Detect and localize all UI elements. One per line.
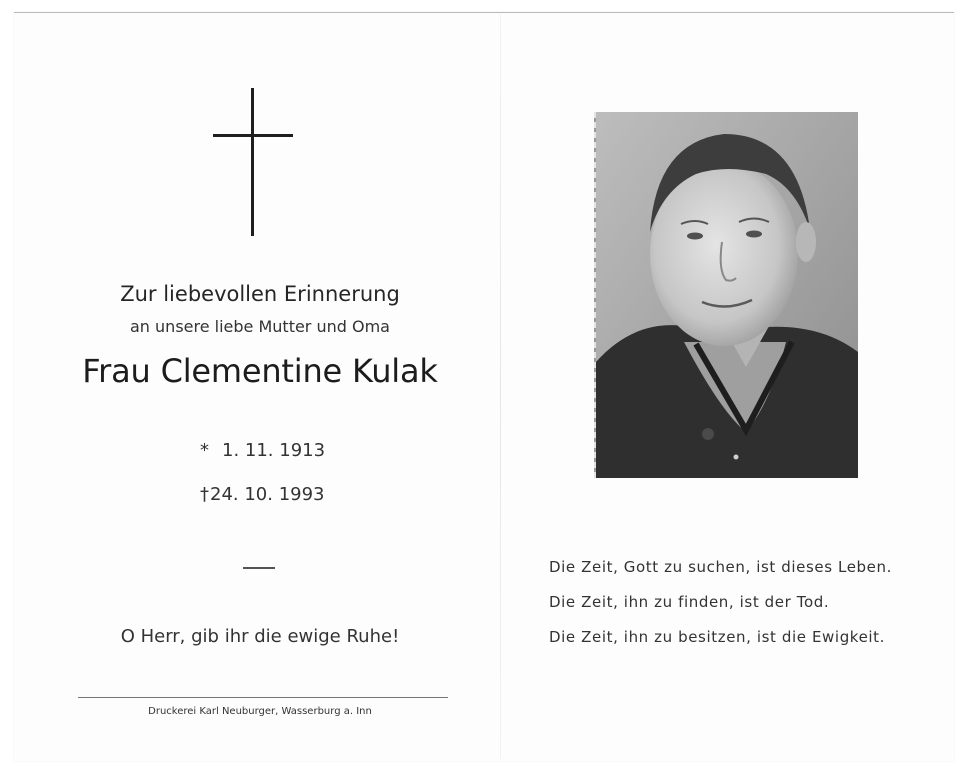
quote-line: Die Zeit, Gott zu suchen, ist dieses Leben. — [549, 558, 892, 576]
printer-imprint: Druckerei Karl Neuburger, Wasserburg a. Inn — [148, 706, 372, 717]
birth-date: 1. 11. 1913 — [222, 440, 326, 461]
memorial-subheading: an unsere liebe Mutter und Oma — [130, 317, 390, 336]
quote-line: Die Zeit, ihn zu besitzen, ist die Ewigkeit. — [549, 628, 886, 646]
portrait-image — [596, 112, 858, 478]
card-fold-line — [500, 14, 501, 759]
separator-dash — [243, 567, 275, 569]
footer-rule — [78, 697, 448, 698]
life-dates — [200, 440, 325, 508]
birth-star-icon: * — [200, 440, 209, 461]
birth-date-row — [200, 440, 325, 464]
portrait-photo — [594, 112, 858, 478]
death-date-row — [200, 484, 325, 508]
left-panel — [30, 20, 490, 760]
death-dagger-icon: † — [200, 484, 209, 505]
death-date: 24. 10. 1993 — [210, 484, 325, 505]
quote-line: Die Zeit, ihn zu finden, ist der Tod. — [549, 593, 830, 611]
prayer-line: O Herr, gib ihr die ewige Ruhe! — [120, 626, 400, 647]
quote-block — [549, 552, 892, 657]
memorial-heading: Zur liebevollen Erinnerung — [120, 282, 400, 306]
cross-icon — [213, 88, 295, 238]
deceased-name: Frau Clementine Kulak — [82, 352, 438, 390]
